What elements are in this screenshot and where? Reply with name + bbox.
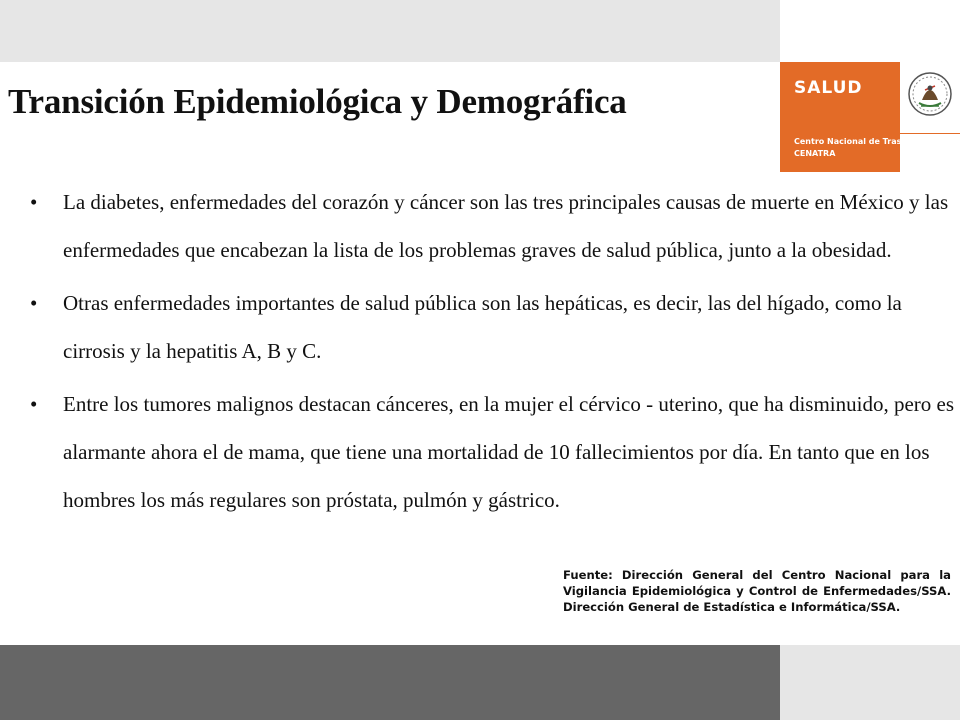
mexico-seal-icon — [906, 66, 954, 126]
bullet-text: Entre los tumores malignos destacan cánceres, en la mujer el cérvico - uterino, que ha disminuido, pero es alarmante ahora el de mama, que tiene una mortalidad de 10 fallecimientos por día. En tanto que en los hombres los más regulares son próstata, pulmón y gástrico. — [63, 392, 955, 512]
bullet-list — [30, 178, 955, 529]
top-banner-bar — [0, 0, 780, 62]
bottom-banner-bar — [0, 645, 780, 720]
bullet-text: La diabetes, enfermedades del corazón y cáncer son las tres principales causas de muerte en México y las enfermedades que encabezan la lista de los problemas graves de salud pública, junto a la obesidad. — [63, 190, 949, 262]
bullet-item — [30, 178, 955, 274]
page-title: Transición Epidemiológica y Demográfica — [8, 82, 627, 121]
logo-brand-text: SALUD — [794, 78, 863, 98]
logo-subtitle — [794, 136, 960, 160]
bullet-dot-icon: • — [30, 392, 38, 416]
bullet-text: Otras enfermedades importantes de salud pública son las hepáticas, es decir, las del hígado, como la cirrosis y la hepatitis A, B y C. — [63, 291, 902, 363]
top-banner-corner — [780, 0, 960, 62]
logo-subtitle-line1: Centro Nacional de Trasplantes — [794, 137, 935, 146]
logo-subtitle-line2: CENATRA — [794, 149, 836, 158]
bullet-item — [30, 279, 955, 375]
source-note: Fuente: Dirección General del Centro Nacional para la Vigilancia Epidemiológica y Control de Enfermedades/SSA. Dirección General de Estadística e Informática/SSA. — [563, 568, 951, 614]
bullet-item — [30, 380, 955, 524]
bullet-dot-icon: • — [30, 190, 38, 214]
bullet-dot-icon: • — [30, 291, 38, 315]
logo-seal-box — [900, 62, 960, 134]
bottom-banner-corner — [780, 645, 960, 720]
salud-cenatra-logo — [780, 62, 960, 172]
